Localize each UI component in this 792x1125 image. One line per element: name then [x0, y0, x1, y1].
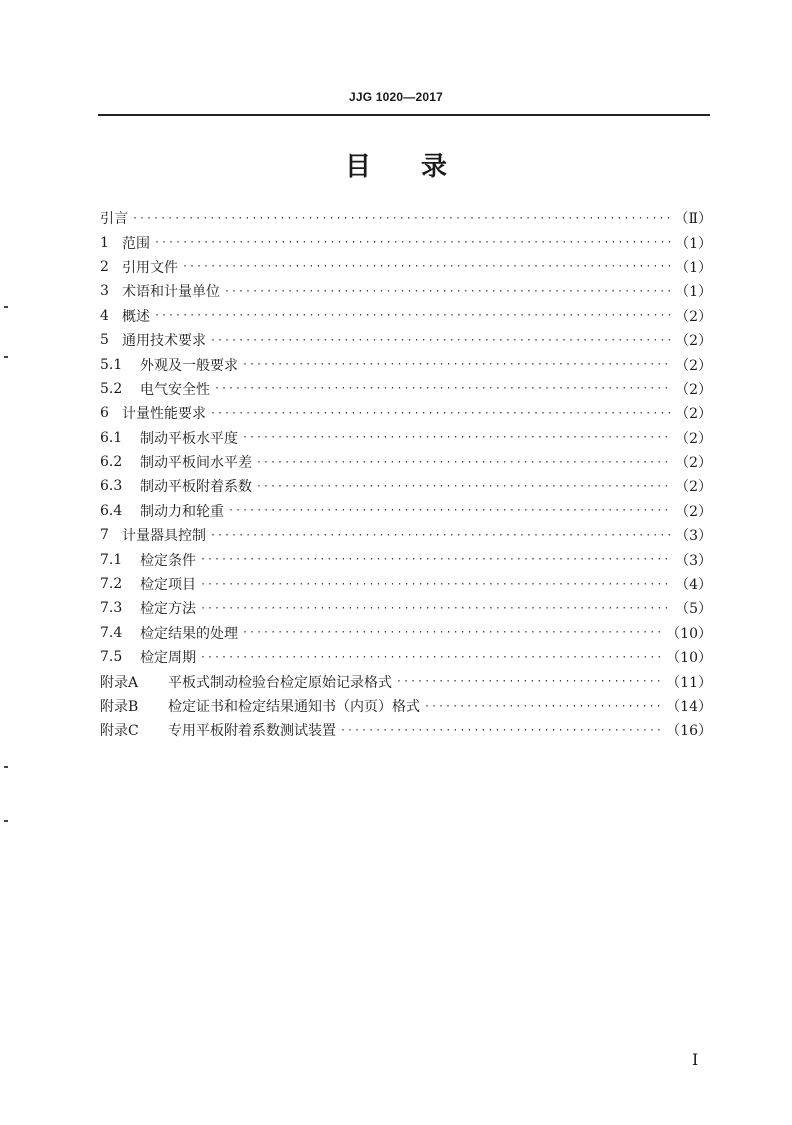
toc-leader-dots — [154, 310, 671, 321]
toc-leader-dots — [132, 213, 670, 224]
header-rule — [98, 114, 710, 116]
toc-entry-label: 检定证书和检定结果通知书（内页）格式 — [168, 699, 420, 715]
toc-entry-page: （16） — [666, 723, 712, 740]
toc-entry-number: 7 — [100, 527, 109, 544]
toc-entry-label: 范围 — [122, 235, 150, 252]
toc-entry-number: 6.4 — [100, 502, 123, 519]
toc-entry[interactable] — [100, 328, 712, 352]
toc-leader-dots — [200, 554, 671, 565]
toc-leader-dots — [256, 457, 671, 468]
toc-leader-dots — [214, 383, 671, 394]
toc-entry-label: 专用平板附着系数测试装置 — [168, 723, 336, 740]
toc-entry-page: （3） — [675, 552, 712, 569]
toc-entry-label: 检定周期 — [140, 650, 196, 667]
page-number: I — [692, 1050, 699, 1069]
toc-entry-page: （2） — [675, 333, 712, 350]
toc-entry-number: 6.1 — [100, 429, 123, 446]
toc-entry-label: 检定结果的处理 — [140, 625, 238, 642]
toc-entry-label: 引言 — [100, 211, 128, 228]
toc-entry-label: 检定项目 — [140, 577, 196, 594]
scan-edge-mark — [4, 820, 8, 822]
toc-leader-dots — [154, 237, 671, 248]
toc-entry[interactable] — [100, 377, 712, 401]
toc-entry-number: 7.3 — [100, 600, 123, 617]
standard-code: JJG 1020—2017 — [348, 90, 443, 104]
toc-entry-page: （2） — [675, 455, 712, 472]
toc-entry-number: 5.2 — [100, 380, 123, 397]
toc-entry-number: 附录A — [100, 674, 139, 691]
toc-entry-label: 电气安全性 — [140, 381, 210, 398]
toc-entry-label: 平板式制动检验台检定原始记录格式 — [168, 674, 392, 691]
toc-entry[interactable] — [100, 694, 712, 718]
toc-leader-dots — [242, 432, 671, 443]
toc-entry[interactable] — [100, 206, 712, 230]
toc-leader-dots — [210, 530, 671, 541]
toc-entry-number: 3 — [100, 283, 109, 300]
toc-entry-page: （10） — [666, 650, 712, 667]
toc-entry[interactable] — [100, 450, 712, 474]
toc-entry-page: （3） — [675, 528, 712, 545]
toc-entry-number: 6.2 — [100, 454, 123, 471]
toc-entry[interactable] — [100, 669, 712, 693]
toc-entry-label: 计量器具控制 — [122, 528, 206, 545]
toc-entry-number: 6 — [100, 405, 109, 422]
toc-leader-dots — [340, 725, 662, 736]
toc-entry-page: （2） — [675, 430, 712, 447]
scan-edge-mark — [4, 306, 8, 308]
toc-entry-page: （2） — [675, 503, 712, 520]
toc-entry[interactable] — [100, 572, 712, 596]
toc-leader-dots — [228, 505, 671, 516]
toc-entry-label: 通用技术要求 — [122, 333, 206, 350]
toc-leader-dots — [242, 359, 671, 370]
toc-entry[interactable] — [100, 304, 712, 328]
toc-entry[interactable] — [100, 352, 712, 376]
toc-leader-dots — [200, 652, 662, 663]
toc-entry-number: 4 — [100, 307, 109, 324]
toc-leader-dots — [210, 408, 671, 419]
toc-entry-label: 术语和计量单位 — [122, 284, 220, 301]
toc-entry[interactable] — [100, 474, 712, 498]
toc-entry[interactable] — [100, 645, 712, 669]
toc-entry-page: （2） — [675, 357, 712, 374]
toc-leader-dots — [224, 286, 671, 297]
toc-entry[interactable] — [100, 401, 712, 425]
toc-entry-page: （2） — [675, 308, 712, 325]
toc-entry-number: 7.4 — [100, 624, 123, 641]
toc-entry-label: 制动力和轮重 — [140, 503, 224, 520]
toc-leader-dots — [200, 603, 671, 614]
toc-entry[interactable] — [100, 547, 712, 571]
toc-leader-dots — [424, 701, 662, 712]
toc-entry-number: 6.3 — [100, 478, 123, 495]
toc-entry-page: （1） — [675, 235, 712, 252]
toc-entry-number: 7.2 — [100, 576, 123, 593]
toc-entry-label: 检定方法 — [140, 601, 196, 618]
toc-entry-number: 7.1 — [100, 551, 123, 568]
scan-edge-mark — [4, 356, 8, 358]
toc-entry-number: 7.5 — [100, 649, 123, 666]
toc-entry-label: 计量性能要求 — [122, 406, 206, 423]
toc-entry-page: （1） — [675, 259, 712, 276]
table-of-contents — [100, 206, 712, 743]
toc-entry-page: （11） — [666, 674, 712, 691]
toc-entry-page: （Ⅱ） — [674, 211, 712, 228]
toc-entry-number: 5.1 — [100, 356, 123, 373]
toc-entry-page: （2） — [675, 381, 712, 398]
toc-entry-number: 附录B — [100, 699, 139, 715]
toc-entry[interactable] — [100, 230, 712, 254]
toc-entry-number: 5 — [100, 332, 109, 349]
toc-entry-label: 检定条件 — [140, 552, 196, 569]
toc-leader-dots — [210, 335, 671, 346]
toc-entry[interactable] — [100, 279, 712, 303]
toc-entry-page: （1） — [675, 284, 712, 301]
toc-entry-page: （14） — [666, 699, 712, 715]
toc-leader-dots — [200, 579, 671, 590]
toc-entry[interactable] — [100, 426, 712, 450]
toc-entry-page: （4） — [675, 577, 712, 594]
toc-leader-dots — [242, 627, 662, 638]
toc-entry[interactable] — [100, 523, 712, 547]
toc-leader-dots — [256, 481, 671, 492]
toc-entry-page: （5） — [675, 601, 712, 618]
toc-entry-label: 制动平板间水平差 — [140, 455, 252, 472]
toc-entry-label: 引用文件 — [122, 259, 178, 276]
toc-entry[interactable] — [100, 499, 712, 523]
scan-edge-mark — [4, 766, 8, 768]
toc-entry-page: （2） — [675, 406, 712, 423]
toc-entry-label: 制动平板水平度 — [140, 430, 238, 447]
toc-entry-label: 概述 — [122, 308, 150, 325]
toc-entry-label: 外观及一般要求 — [140, 357, 238, 374]
toc-entry[interactable] — [100, 621, 712, 645]
toc-entry-number: 附录C — [100, 723, 139, 740]
toc-entry-label: 制动平板附着系数 — [140, 479, 252, 496]
toc-entry[interactable] — [100, 596, 712, 620]
toc-leader-dots — [396, 676, 662, 687]
page-title: 目录 — [344, 152, 497, 182]
toc-leader-dots — [182, 261, 671, 272]
toc-entry-page: （2） — [675, 479, 712, 496]
toc-entry-number: 2 — [100, 258, 109, 275]
toc-entry-page: （10） — [666, 625, 712, 642]
toc-entry[interactable] — [100, 255, 712, 279]
toc-entry-number: 1 — [100, 234, 109, 251]
toc-entry[interactable] — [100, 718, 712, 742]
